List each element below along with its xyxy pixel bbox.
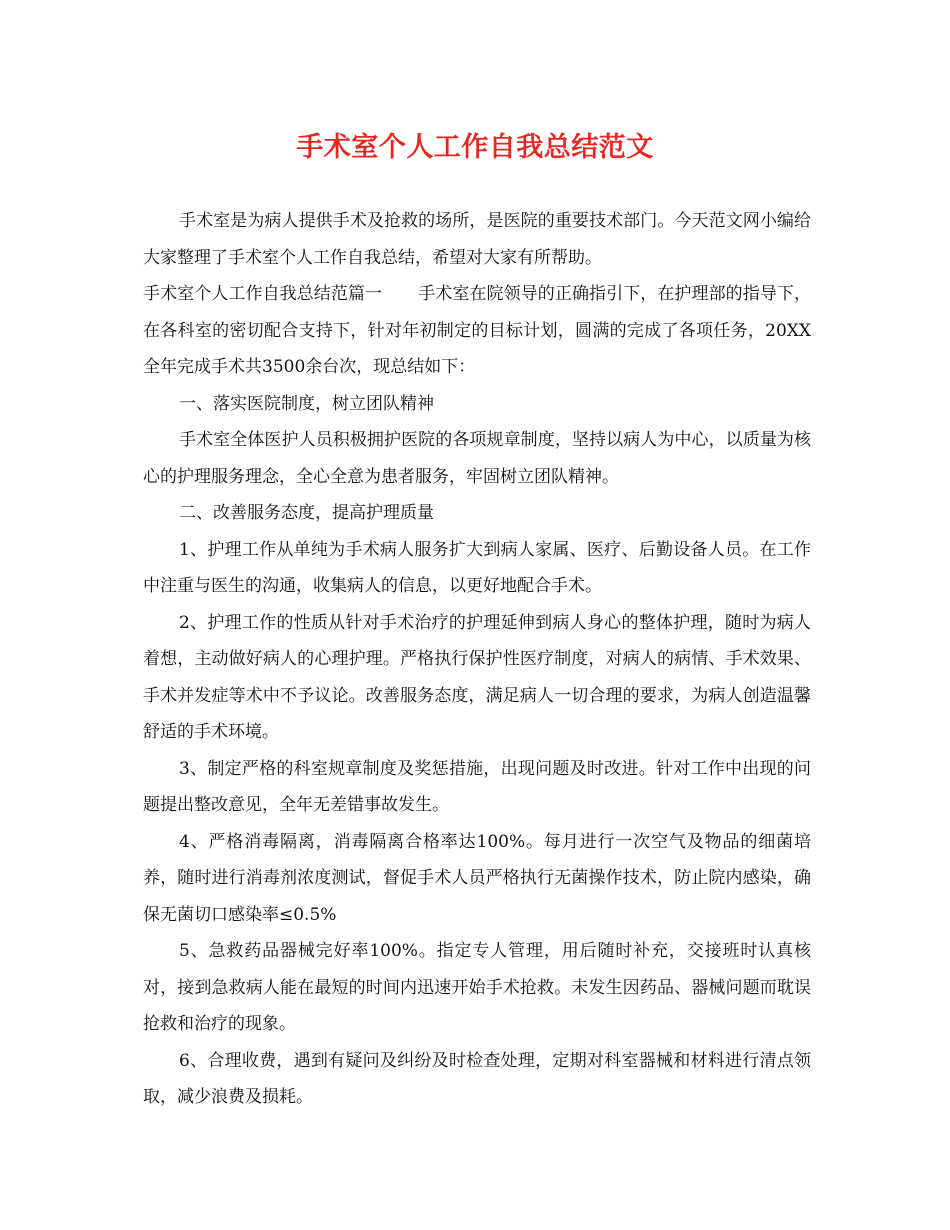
document-title: 手术室个人工作自我总结范文 (296, 132, 654, 163)
section-heading-inline: 手术室个人工作自我总结范篇一 (143, 284, 383, 304)
list-item-2: 2、护理工作的性质从针对手术治疗的护理延伸到病人身心的整体护理，随时为病人着想，主动做好病人的心理护理。严格执行保护性医疗制度，对病人的病情、手术效果、手术并发症等术中不予议论。改善服务态度，满足病人一切合理的要求，为病人创造温馨舒适的手术环境。 (143, 612, 811, 742)
list-item-6: 6、合理收费，遇到有疑问及纠纷及时检查处理，定期对科室器械和材料进行清点领取，减少浪费及损耗。 (143, 1050, 811, 1107)
section-lead-text: 手术室在院领导的正确指引下，在护理部的指导下，在各科室的密切配合支持下，针对年初制定的目标计划，圆满的完成了各项任务，20XX全年完成手术共3500余台次，现总结如下： (143, 284, 812, 377)
paragraph-section-lead (143, 276, 811, 386)
heading-1: 一、落实医院制度，树立团队精神 (179, 393, 434, 414)
document-body (143, 203, 811, 1116)
paragraph-intro: 手术室是为病人提供手术及抢救的场所，是医院的重要技术部门。今天范文网小编给大家整理了手术室个人工作自我总结，希望对大家有所帮助。 (143, 211, 811, 268)
heading-2: 二、改善服务态度，提高护理质量 (179, 503, 434, 523)
list-item-1: 1、护理工作从单纯为手术病人服务扩大到病人家属、医疗、后勤设备人员。在工作中注重与医生的沟通，收集病人的信息，以更好地配合手术。 (143, 539, 811, 596)
list-item-5: 5、急救药品器械完好率100%。指定专人管理，用后随时补充，交接班时认真核对，接到急救病人能在最短的时间内迅速开始手术抢救。未发生因药品、器械问题而耽误抢救和治疗的现象。 (143, 941, 811, 1034)
list-item-3: 3、制定严格的科室规章制度及奖惩措施，出现问题及时改进。针对工作中出现的问题提出整改意见，全年无差错事故发生。 (143, 758, 811, 815)
list-item-4: 4、严格消毒隔离，消毒隔离合格率达100%。每月进行一次空气及物品的细菌培养，随时进行消毒剂浓度测试，督促手术人员严格执行无菌操作技术，防止院内感染，确保无菌切口感染率≤0.5% (143, 831, 811, 925)
paragraph-team-spirit: 手术室全体医护人员积极拥护医院的各项规章制度，坚持以病人为中心，以质量为核心的护理服务理念，全心全意为患者服务，牢固树立团队精神。 (143, 430, 811, 487)
